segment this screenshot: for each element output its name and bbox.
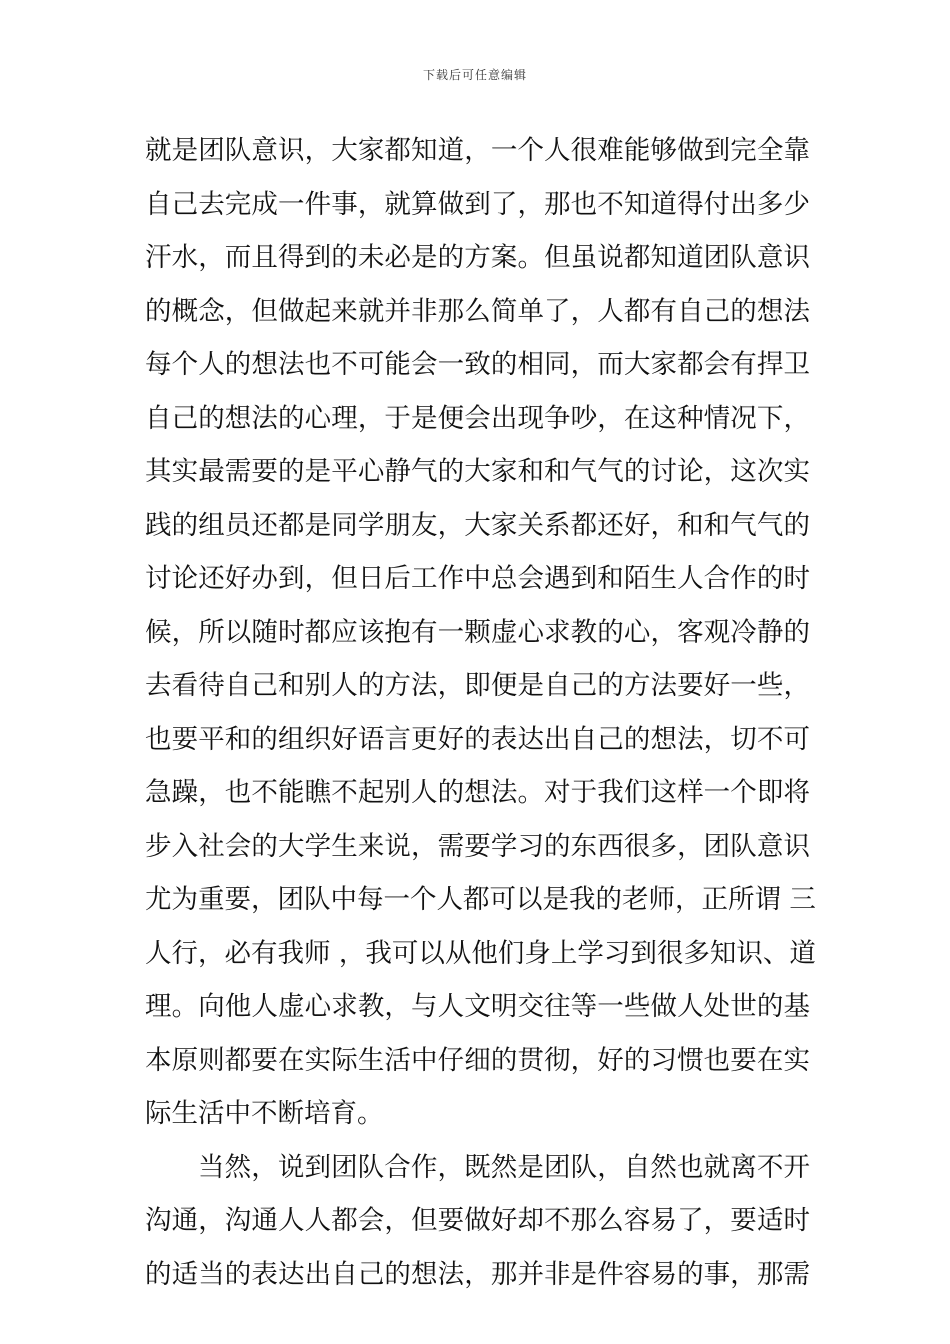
paragraph-line: 尤为重要，团队中每一个人都可以是我的老师，正所谓 三 <box>145 884 816 915</box>
paragraph-line: 际生活中不断培育。 <box>145 1098 384 1129</box>
paragraph-line: 其实最需要的是平心静气的大家和和气气的讨论，这次实 <box>145 456 810 487</box>
paragraph-line: 理。向他人虚心求教，与人文明交往等一些做人处世的基 <box>145 991 810 1022</box>
paragraph-line: 的适当的表达出自己的想法，那并非是件容易的事，那需 <box>145 1258 810 1290</box>
page-header: 下载后可任意编辑 <box>422 68 527 82</box>
paragraph-line: 自己的想法的心理，于是便会出现争吵，在这种情况下， <box>145 402 810 434</box>
paragraph-line: 也要平和的组织好语言更好的表达出自己的想法，切不可 <box>145 723 810 755</box>
paragraph-line: 就是团队意识，大家都知道，一个人很难能够做到完全靠 <box>145 135 810 166</box>
paragraph-line: 讨论还好办到，但日后工作中总会遇到和陌生人合作的时 <box>145 563 810 594</box>
paragraph-line: 步入社会的大学生来说，需要学习的东西很多，团队意识 <box>145 830 810 862</box>
paragraph-line: 本原则都要在实际生活中仔细的贯彻，好的习惯也要在实 <box>145 1044 810 1076</box>
paragraph-line: 急躁，也不能瞧不起别人的想法。对于我们这样一个即将 <box>145 777 810 808</box>
paragraph-line: 候，所以随时都应该抱有一颗虚心求教的心，客观冷静的 <box>145 616 810 648</box>
paragraph-line: 汗水，而且得到的未必是的方案。但虽说都知道团队意识 <box>145 242 810 273</box>
paragraph-line: 每个人的想法也不可能会一致的相同，而大家都会有捍卫 <box>145 349 810 380</box>
paragraph-line: 沟通，沟通人人都会，但要做好却不那么容易了，要适时 <box>145 1205 810 1236</box>
body-text <box>145 124 816 1301</box>
paragraph-line: 人行，必有我师 ，我可以从他们身上学习到很多知识、道 <box>145 937 816 969</box>
paragraph-line: 自己去完成一件事，就算做到了，那也不知道得付出多少 <box>145 188 810 220</box>
paragraph-line: 去看待自己和别人的方法，即便是自己的方法要好一些， <box>145 670 810 701</box>
paragraph-line: 的概念，但做起来就并非那么简单了，人都有自己的想法 <box>145 295 810 327</box>
paragraph-line: 践的组员还都是同学朋友，大家关系都还好，和和气气的 <box>145 509 810 541</box>
paragraph-line: 当然，说到团队合作，既然是团队，自然也就离不开 <box>198 1151 810 1183</box>
